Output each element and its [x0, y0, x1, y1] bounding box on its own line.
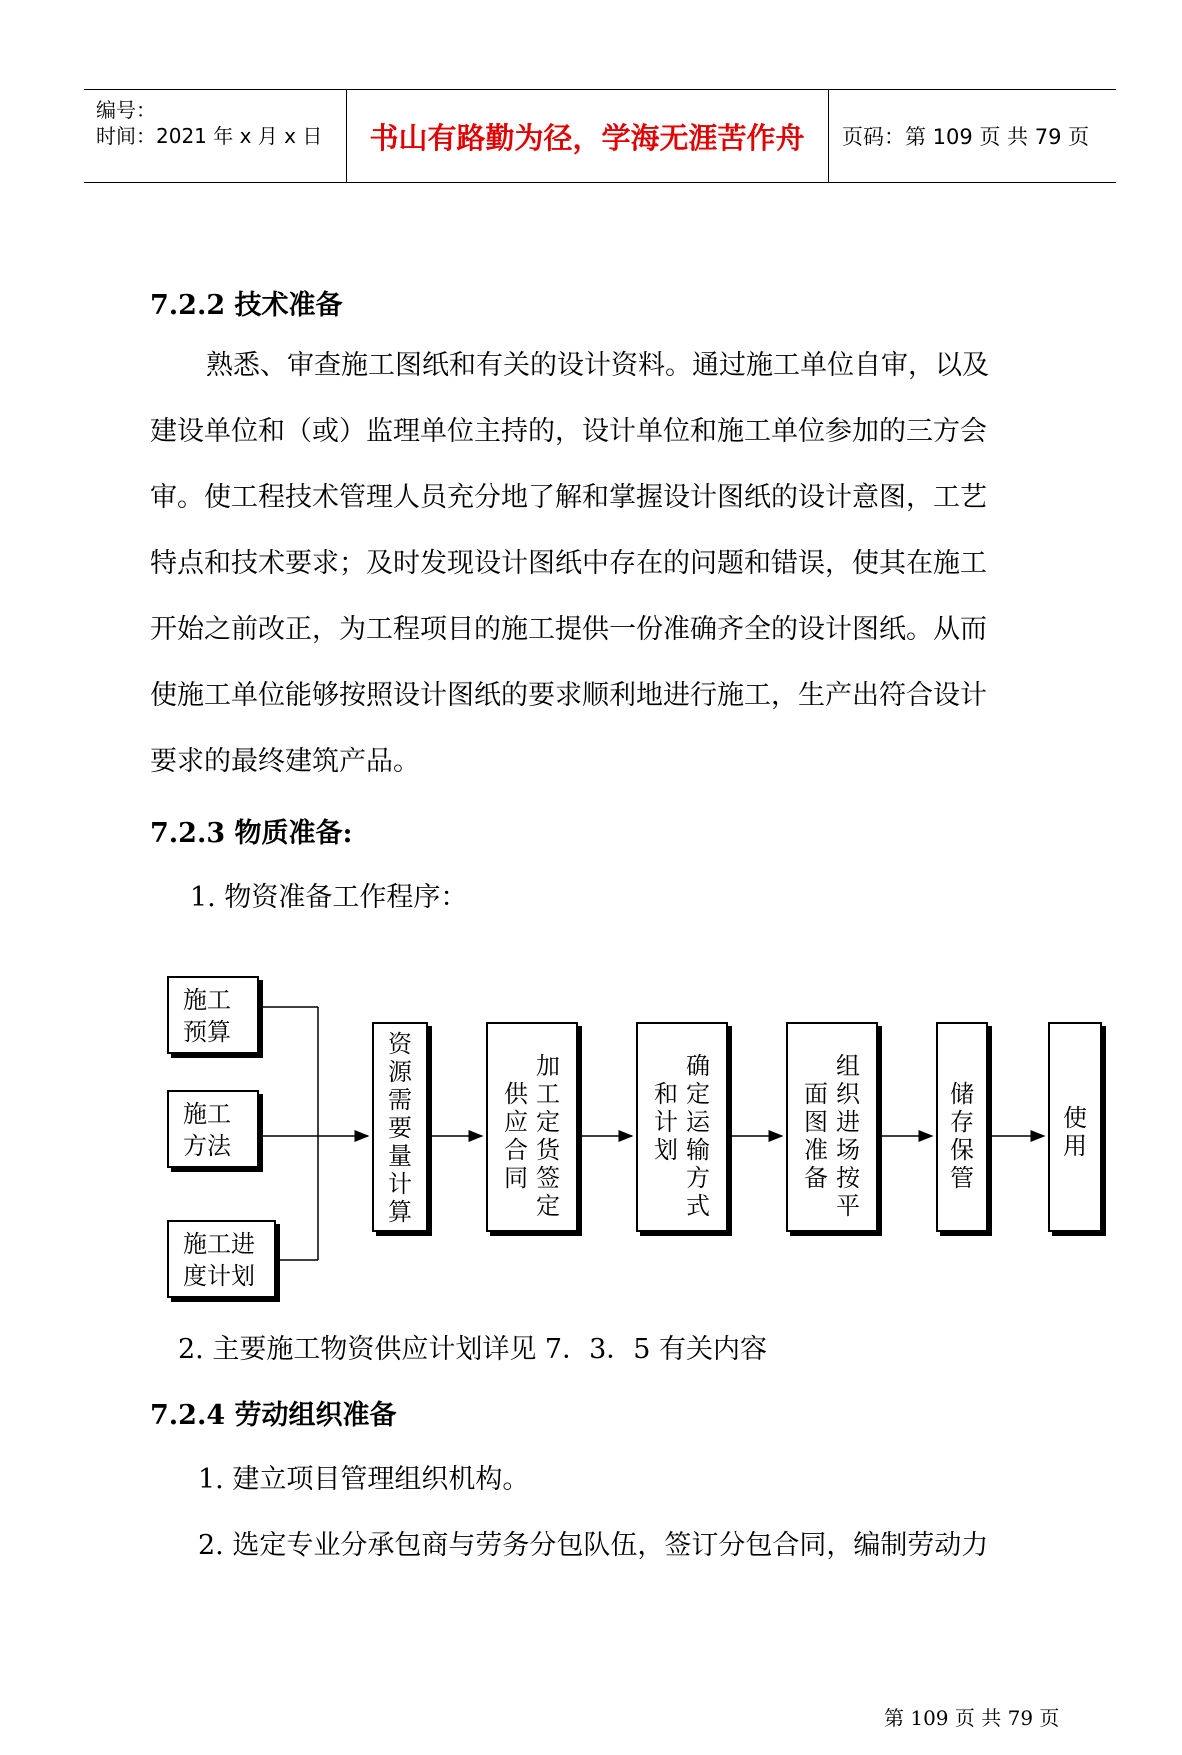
- flow-input-line: 施工: [183, 1100, 231, 1128]
- flow-step-text: 供应合同: [504, 1080, 528, 1192]
- list-item: 1. 物资准备工作程序：: [190, 882, 468, 913]
- section-7-2-4-title: 7.2.4 劳动组织准备: [150, 1400, 397, 1431]
- flow-step-text: 组织进场按平: [836, 1052, 860, 1220]
- flow-input-line: 施工进: [183, 1230, 255, 1258]
- header-meta: [84, 90, 347, 182]
- body-line: 特点和技术要求；及时发现设计图纸中存在的问题和错误，使其在施工: [150, 548, 987, 579]
- flow-step-transport-plan: [636, 1022, 728, 1232]
- section-7-2-2-title: 7.2.2 技术准备: [150, 290, 343, 321]
- flow-step-text: 资源需要量计算: [388, 1030, 412, 1226]
- flow-step-resource-calc: [372, 1022, 428, 1232]
- flow-step-text: 使用: [1063, 1104, 1087, 1160]
- number-label: 编号：: [96, 98, 156, 122]
- body-line: 建设单位和（或）监理单位主持的，设计单位和施工单位参加的三方会: [150, 416, 987, 447]
- header-motto: 书山有路勤为径，学海无涯苦作舟: [346, 90, 829, 182]
- flow-input-line: 施工: [183, 986, 231, 1014]
- flow-input-line: 预算: [183, 1018, 231, 1046]
- body-line: 要求的最终建筑产品。: [150, 746, 420, 777]
- list-item: 2. 选定专业分承包商与劳务分包队伍，签订分包合同，编制劳动力: [198, 1530, 989, 1561]
- flow-input-schedule: [167, 1220, 276, 1298]
- flow-input-line: 方法: [183, 1132, 231, 1160]
- body-line: 使施工单位能够按照设计图纸的要求顺利地进行施工，生产出符合设计: [150, 680, 987, 711]
- flow-step-text: 确定运输方式: [686, 1052, 710, 1220]
- section-7-2-3-title: 7.2.3 物质准备:: [150, 818, 353, 849]
- body-line: 熟悉、审查施工图纸和有关的设计资料。通过施工单位自审，以及: [206, 350, 989, 381]
- flow-step-use: [1048, 1022, 1102, 1232]
- flow-step-storage: [936, 1022, 988, 1232]
- flow-step-site-entry: [786, 1022, 878, 1232]
- page-footer: 第 109 页 共 79 页: [884, 1706, 1060, 1730]
- list-item: 1. 建立项目管理组织机构。: [198, 1464, 530, 1495]
- flow-step-text: 面图准备: [804, 1080, 828, 1192]
- header-page-label: 页码：第 109 页 共 79 页: [842, 125, 1090, 149]
- flow-step-text: 储存保管: [950, 1080, 974, 1192]
- page-header: [84, 89, 1116, 183]
- flow-input-line: 度计划: [183, 1262, 255, 1290]
- flow-step-text: 加工定货签定: [536, 1052, 560, 1220]
- body-line: 审。使工程技术管理人员充分地了解和掌握设计图纸的设计意图，工艺: [150, 482, 987, 513]
- flow-step-text: 和计划: [654, 1080, 678, 1164]
- time-label: 时间：2021 年 x 月 x 日: [96, 124, 323, 148]
- body-line: 开始之前改正，为工程项目的施工提供一份准确齐全的设计图纸。从而: [150, 614, 987, 645]
- list-item: 2. 主要施工物资供应计划详见 7．3．5 有关内容: [178, 1334, 768, 1365]
- flow-step-supply-contract: [486, 1022, 578, 1232]
- flow-input-budget: [167, 976, 259, 1054]
- flow-input-method: [167, 1090, 259, 1168]
